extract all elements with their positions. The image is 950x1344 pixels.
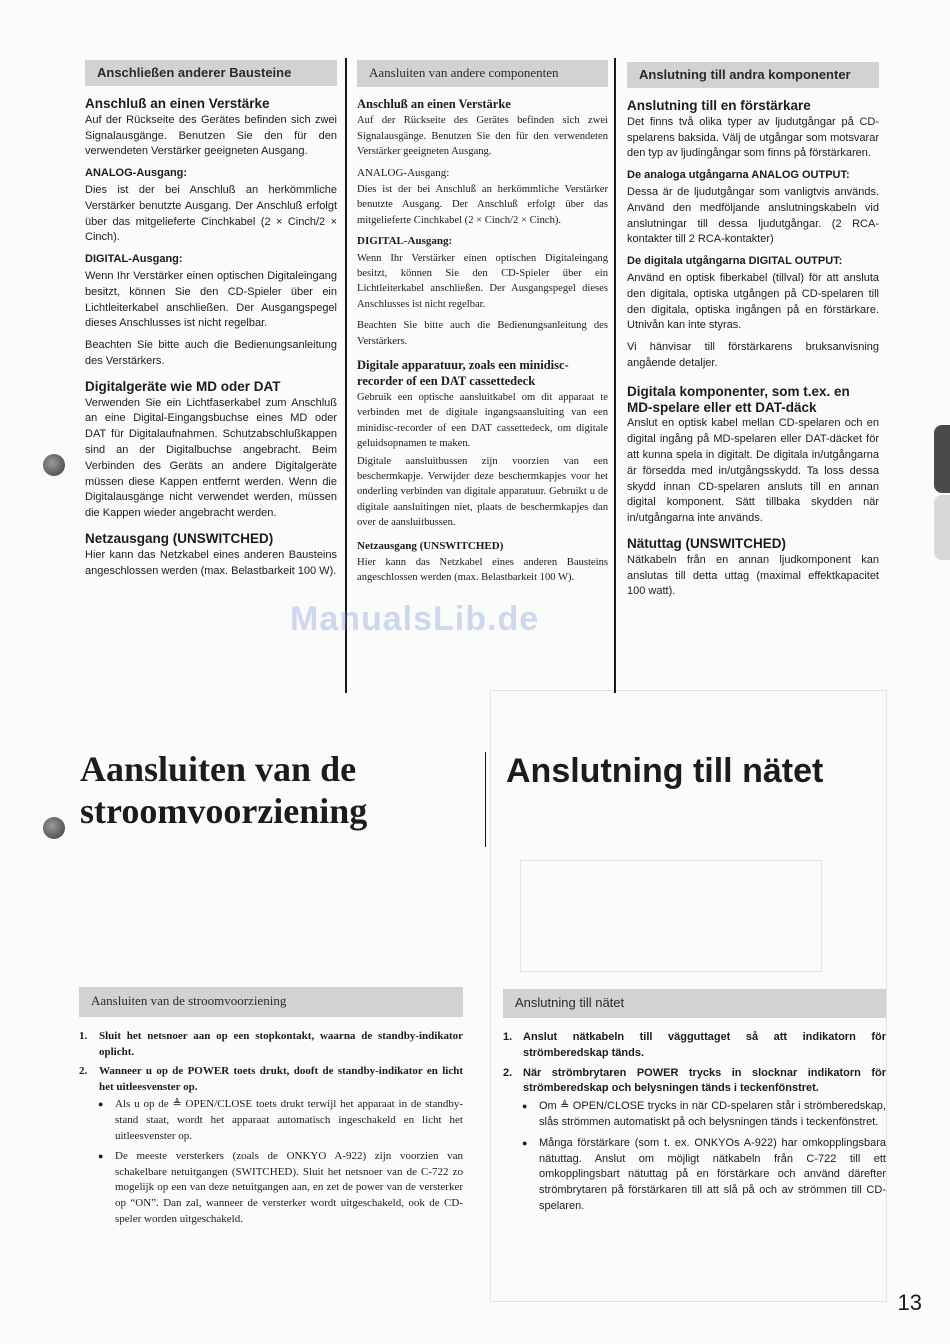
binder-hole [43,454,65,476]
paragraph: Auf der Rückseite des Gerätes befinden sich zwei Signalausgänge. Benutzen Sie den für den verwendeten Verstärker geeigneten Ausgang. [85,113,337,158]
step-number: 1. [79,1030,88,1042]
show-through-frame [520,860,822,972]
paragraph: Verwenden Sie ein Lichtfaserkabel zum Anschluß an eine Digital-Eingangsbuchse eines MD oder DAT für Digitalaufnahmen. Schutzabschlußkappen sind an der Digitalbuchse angebracht. Beim Verbinden des Geräts an andere Digitalgeräte müssen diese Kappen entfernt werden. Wenn die Digitalausgänge nicht verwendet werden, müssen die Kappen wieder angebracht werden. [85,396,337,520]
section-heading: Netzausgang (UNSWITCHED) [85,530,274,546]
step-item [79,1064,463,1227]
bullet-item: ● De meeste versterkers (zoals de ONKYO A-922) zijn voorzien van schakelbare netuitgangen (SWITCHED). Sluit het netsnoer van de C-722 zo mogelijk op een van deze netuitgangen aan, en zet de power van de versterker op “ON”. Dan zal, wanneer de versterker wordt uitgeschakeld, ook de CD-speler worden uitgeschakeld. [115,1149,463,1227]
section-heading: Nätuttag (UNSWITCHED) [627,535,786,551]
paragraph: Beachten Sie bitte auch die Bedienungsanleitung des Verstärkers. [357,320,608,347]
step-list [79,1029,463,1227]
watermark: ManualsLib.de [290,600,540,638]
bullet-list [523,1099,886,1215]
paragraph: Dies ist der bei Anschluß an herkömmliche Verstärker benutzte Ausgang. Der Anschluß erfolgt über das mitgelieferte Cinchkabel (2 × Cinch/2 × Cinch). [85,183,337,244]
paragraph: Gebruik een optische aansluitkabel om dit apparaat te verbinden met de digitale ingangsaansluiting van een minidisc-recorder of een DAT cassettedeck, om digitale geluidsopnamen te maken. [357,391,608,450]
step-item [503,1066,886,1215]
step-number: 2. [79,1065,88,1078]
paragraph: Beachten Sie bitte auch die Bedienungsanleitung des Verstärkers. [85,339,337,367]
thumb-index-tab [934,425,950,493]
section-header: Anschließen anderer Bausteine [85,60,337,86]
title-line: Aansluiten van de [80,749,357,789]
page-number: 13 [897,1290,922,1315]
column-rule [345,58,347,693]
paragraph: Dessa är de ljudutgångar som vanligtvis används. Använd den medföljande anslutningskabeln vid anslutningar till dessa ljudutgångar. (2 RCA-kontakter till 2 RCA-kontakter) [627,185,879,246]
section-header: Aansluiten van andere componenten [357,60,608,87]
section-heading: Anslutning till en förstärkare [627,98,811,113]
paragraph: Vi hänvisar till förstärkarens bruksanvisning angående detaljer. [627,341,879,369]
step-item [503,1030,886,1062]
column-rule [485,752,486,847]
bullet-list [99,1097,463,1227]
binder-hole [43,817,65,839]
paragraph: Wenn Ihr Verstärker einen optischen Digitaleingang besitzt, können Sie den CD-Spieler über ein Lichtleiterkabel anschließen. Der Ausgangspegel dieses Anschlusses ist nicht regelbar. [85,269,337,330]
paragraph: Anslut en optisk kabel mellan CD-spelaren och en digital ingång på MD-spelaren eller DAT-däcket för att kunna spela in digitalt. De digitala in/utgångarna är försedda med in/utgångsskydd. Ta loss dessa skydd innan CD-spelaren ansluts till en annan digital komponent. Sätt tillbaka skydden när in/utgångarna inte används. [627,417,879,525]
title-line: stroomvoorziening [80,791,368,831]
thumb-index-tab [934,495,950,560]
swedish-column [627,62,879,606]
step-list [503,1030,886,1215]
step-text: När strömbrytaren POWER trycks in slocknar indikatorn för strömberedskap och belysningen tänds i teckenfönstret. [523,1066,886,1095]
subheading: De digitala utgångarna DIGITAL OUTPUT: [627,255,843,268]
page-title-swedish: Anslutning till nätet [506,752,824,790]
swedish-power-section [503,989,886,1220]
bullet-item: ● Många förstärkare (som t. ex. ONKYOs A-922) har omkopplingsbara nätuttag. Anslut om möjligt nätkabeln från C-722 till ett omkopplingsbart nätuttag på en förstärkare och använd därefter strömbrytaren på förstärkaren till att slå på och av strömmen till CD-spelaren. [539,1136,886,1215]
paragraph: Dies ist der bei Anschluß an herkömmliche Verstärker benutzte Ausgang. Der Anschluß erfolgt über das mitgelieferte Cinchkabel (2 × Cinch/2 × Cinch). [357,184,608,226]
section-heading: Digitala komponenter, som t.ex. en MD-spelare eller ett DAT-däck [627,383,850,415]
section-header: Anslutning till nätet [503,989,886,1018]
dutch-column [357,60,608,592]
german-column [85,60,337,585]
dutch-power-section [79,987,463,1232]
section-heading: Digitale apparatuur, zoals een minidisc-recorder of een DAT cassettedeck [357,358,569,388]
step-item [79,1029,463,1060]
paragraph: Det finns två olika typer av ljudutgångar på CD-spelarens baksida. Välj de utgångar som motsvarar den typ av ljudingångar som finns på förstärkaren. [627,115,879,160]
subheading: DIGITAL-Ausgang: [85,253,183,266]
section-heading: Anschluß an einen Verstärke [85,96,270,111]
paragraph: Hier kann das Netzkabel eines anderen Bausteins angeschlossen werden (max. Belastbarkeit 100 W). [85,548,337,577]
section-header: Aansluiten van de stroomvoorziening [79,987,463,1017]
paragraph: Digitale aansluitbussen zijn voorzien van een beschermkapje. Verwijder deze beschermkapjes voor het onderling verbinden van digitale apparatuur. Gebruikt u de digitale aansluitingen niet, plaats de beschermkapjes dan over de aansluitbussen. [357,455,608,529]
paragraph: Wenn Ihr Verstärker einen optischen Digitaleingang besitzt, können Sie den CD-Spieler über ein Lichtleiterkabel anschließen. Der Ausgangspegel dieses Anschlusses ist nicht regelbar. [357,252,608,310]
paragraph: Använd en optisk fiberkabel (tillval) för att ansluta den digitala, optiska utgången på CD-spelaren till den digitala, optiska ingången på en förstärkare. Utnivån kan inte styras. [627,271,879,332]
page-title-dutch [80,748,367,832]
bullet-item: ● Als u op de ≜ OPEN/CLOSE toets drukt terwijl het apparaat in de standby-stand staat, wordt het apparaat automatisch ingeschakeld en licht het uitleesvenster op. [115,1097,463,1144]
step-text: Wanneer u op de POWER toets drukt, dooft de standby-indikator en licht het uitleesvenster op. [99,1065,463,1093]
column-rule [614,58,616,693]
paragraph: Auf der Rückseite des Gerätes befinden sich zwei Signalausgänge. Benutzen Sie den für den verwendeten Verstärker geeigneten Ausgang. [357,115,608,158]
subheading: De analoga utgångarna ANALOG OUTPUT: [627,169,850,182]
section-heading: Digitalgeräte wie MD oder DAT [85,378,281,394]
step-number: 2. [503,1066,513,1079]
section-heading: Netzausgang (UNSWITCHED) [357,539,504,552]
paragraph: Hier kann das Netzkabel eines anderen Bausteins angeschlossen werden (max. Belastbarkeit 100 W). [357,556,608,584]
bullet-item: ● Om ≜ OPEN/CLOSE trycks in när CD-spelaren står i strömberedskap, slås strömmen automatiskt på och belysningen tänds i teckenfönstret. [539,1099,886,1131]
subheading: ANALOG-Ausgang: [357,166,450,179]
step-text: Anslut nätkabeln till vägguttaget så att indikatorn för strömberedskap tänds. [523,1031,886,1059]
paragraph: Nätkabeln från en annan ljudkomponent kan anslutas till detta uttag (maximal effektkapacitet 100 watt). [627,553,879,598]
subheading: DIGITAL-Ausgang: [357,235,453,248]
section-heading: Anschluß an einen Verstärke [357,97,511,111]
step-number: 1. [503,1031,513,1043]
section-header: Anslutning till andra komponenter [627,62,879,88]
step-text: Sluit het netsnoer aan op een stopkontakt, waarna de standby-indikator oplicht. [99,1030,463,1058]
subheading: ANALOG-Ausgang: [85,167,188,180]
